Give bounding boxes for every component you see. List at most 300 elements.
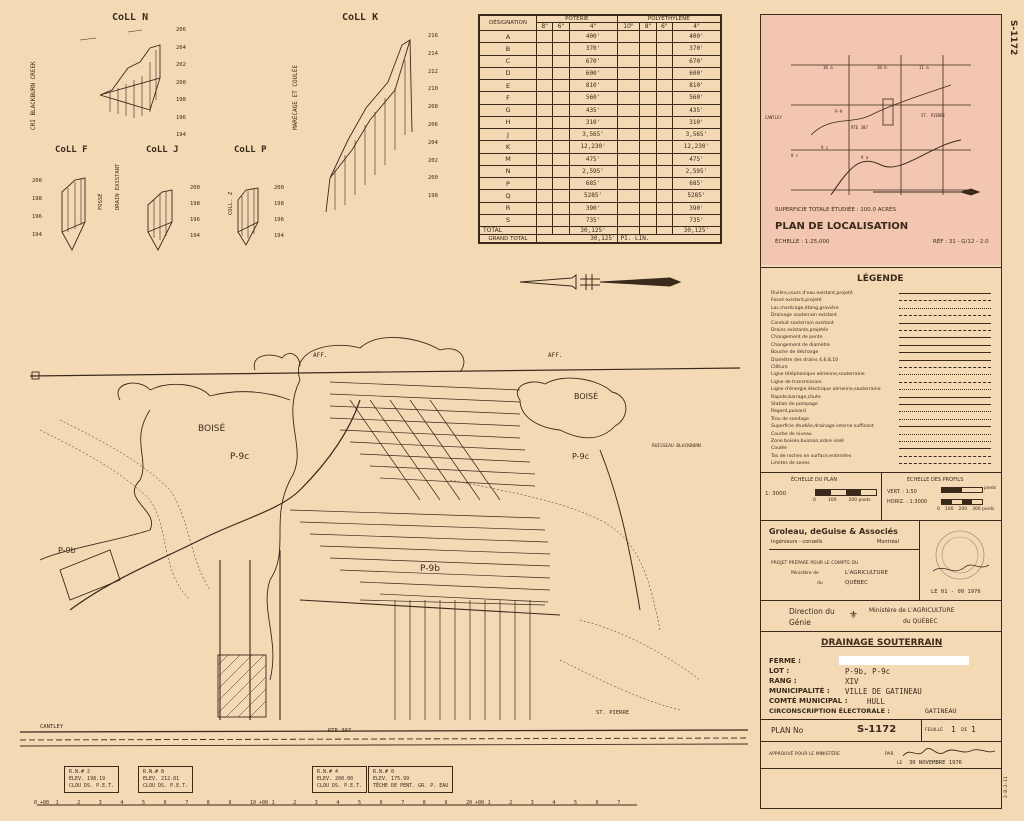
elevation-label: 198 <box>190 201 200 207</box>
table-row <box>480 104 721 116</box>
north-arrow-icon <box>510 270 690 294</box>
elevation-label: 210 <box>428 86 438 93</box>
elevation-label: 198 <box>176 97 186 103</box>
legend-item <box>771 297 993 304</box>
location-map-label: 11 a <box>919 65 929 70</box>
row-designation: E <box>480 80 537 92</box>
firm-projet: PROJET PRÉPARÉ POUR LE COMPTE DU <box>771 561 859 566</box>
legend-symbol-icon <box>899 308 991 310</box>
table-row <box>480 80 721 92</box>
chainage-label: 5 <box>574 800 578 806</box>
cell-poterie-4: 3,565' <box>569 129 617 141</box>
location-echelle: ÉCHELLE : 1:25,000 <box>775 239 830 245</box>
elevation-label: 204 <box>176 44 186 51</box>
table-row <box>480 141 721 153</box>
legend-symbol-icon <box>899 330 991 332</box>
table-row <box>480 214 721 226</box>
direction-right-1: Ministère de L'AGRICULTURE <box>869 607 955 614</box>
legend-item <box>771 438 993 445</box>
legend-item-label: Zone boisée,buisson,arbre isolé <box>771 439 845 444</box>
rang-value: XIV <box>845 677 859 686</box>
cell-poterie-4: 310' <box>569 116 617 128</box>
benchmark-elev: ELEV. 198.19 <box>69 776 106 782</box>
plan-number-section <box>761 719 1001 741</box>
label-p9b-2: P-9b <box>58 546 76 555</box>
cell-empty <box>617 67 640 79</box>
total-row <box>480 227 721 235</box>
rang-label: RANG : <box>769 677 797 685</box>
total-poterie-4: 30,125' <box>569 227 617 235</box>
legend-item <box>771 423 993 430</box>
elevation-label: 196 <box>190 217 200 223</box>
legend-item <box>771 364 993 371</box>
benchmark-id: R.N.# 0 <box>373 769 395 775</box>
label-rte-307: RTE 307 <box>328 728 352 734</box>
profile-scale-ticks <box>937 507 999 512</box>
grand-total-unit: PI. LIN. <box>617 235 720 243</box>
cell-poly-4: 435' <box>672 104 720 116</box>
cell-empty <box>537 153 553 165</box>
legend-item-label: Coulée <box>771 446 787 452</box>
firm-ministere: Ministère de <box>791 571 819 576</box>
chainage-label: 1 <box>55 800 59 806</box>
legend-item <box>771 408 993 415</box>
benchmark-id: R.N.# 2 <box>69 769 91 775</box>
chainage-label: 7 <box>185 800 189 806</box>
cell-empty <box>617 214 640 226</box>
cell-empty <box>553 43 569 55</box>
legend-symbol-icon <box>899 397 991 399</box>
legend-symbol-icon <box>899 382 991 384</box>
cell-empty <box>617 80 640 92</box>
legend-item-label: Rivière,cours d'eau existant,projeté <box>771 291 853 296</box>
cell-empty <box>617 43 640 55</box>
feuille-num: 1 <box>951 725 957 734</box>
row-designation: G <box>480 104 537 116</box>
cell-empty <box>656 43 672 55</box>
legend-item-label: Ligne téléphonique aérienne,souterraine <box>771 372 865 378</box>
direction-left-1: Direction du <box>789 607 835 616</box>
legend-symbol-icon <box>899 456 991 458</box>
legend-item-label: Limites de zones <box>771 461 810 467</box>
pipe-table-grid <box>479 15 721 243</box>
profile-scale-horiz: HORIZ. : 1:3000 <box>887 499 928 505</box>
cell-empty <box>537 214 553 226</box>
elevation-label: 200 <box>32 178 42 184</box>
legend-item-label: Clôture <box>771 365 788 370</box>
cell-poterie-4: 2,595' <box>569 165 617 177</box>
location-map-label: RTE 307 <box>851 125 868 130</box>
table-row <box>480 202 721 214</box>
cell-poly-4: 2,595' <box>672 165 720 177</box>
cell-empty <box>537 190 553 202</box>
elevation-label: 198 <box>428 193 438 200</box>
cell-poly-4: 810' <box>672 80 720 92</box>
legend-item <box>771 327 993 334</box>
cell-empty <box>656 31 672 43</box>
legend-symbol-icon <box>899 360 991 362</box>
row-designation: N <box>480 165 537 177</box>
chainage-label: 20 +00 <box>466 800 485 806</box>
elevation-label: 198 <box>32 196 42 202</box>
benchmark-box <box>368 766 453 793</box>
cell-poterie-4: 435' <box>569 104 617 116</box>
ferme-label: FERME : <box>769 657 801 665</box>
legend-symbol-icon <box>899 434 991 436</box>
feuille-total: 1 <box>971 725 977 734</box>
cell-empty <box>537 129 553 141</box>
label-aff-2: AFF. <box>548 352 563 359</box>
elevation-label: 216 <box>428 33 438 39</box>
par-label: PAR <box>885 752 894 757</box>
legend-item-label: Bouche de décharge <box>771 350 819 356</box>
benchmark-id: R.N.# 4 <box>317 769 339 775</box>
legend-item-label: Changement de diamètre <box>771 342 830 348</box>
direction-section <box>761 600 1001 631</box>
label-aff-1: AFF. <box>313 352 328 359</box>
profile-label-coll-z: COLL. Z <box>228 191 234 215</box>
cell-empty <box>537 104 553 116</box>
plan-scale-ticks <box>813 498 883 503</box>
scale-tick: 0 <box>937 507 940 512</box>
legend-section <box>761 267 1001 472</box>
row-designation: C <box>480 55 537 67</box>
cell-empty <box>617 104 640 116</box>
row-designation: B <box>480 43 537 55</box>
ferme-value-redacted <box>839 656 969 665</box>
total-label: TOTAL <box>480 227 537 235</box>
table-row <box>480 31 721 43</box>
cell-empty <box>553 92 569 104</box>
benchmark-desc: CLOU DS. P.E.T. <box>69 783 115 789</box>
legend-item <box>771 379 993 386</box>
chainage-label: 3 <box>98 800 102 806</box>
location-map <box>791 55 971 195</box>
legend-item-label: Trou de sondage <box>771 416 809 422</box>
le-label: LE <box>897 761 903 766</box>
legend-item <box>771 445 993 452</box>
location-title: PLAN DE LOCALISATION <box>775 221 909 232</box>
cell-empty <box>537 141 553 153</box>
cell-empty <box>656 116 672 128</box>
plan-no: S-1172 <box>857 724 897 735</box>
benchmark-box <box>312 766 367 793</box>
cell-empty <box>617 202 640 214</box>
chainage-label: 2 <box>293 800 297 806</box>
cell-empty <box>617 153 640 165</box>
spine-plan-number: S-1172 <box>1008 20 1018 56</box>
chainage-label: 9 <box>444 800 448 806</box>
comte-label: COMTÉ MUNICIPAL : <box>769 697 848 705</box>
header-size: 8" <box>640 23 656 31</box>
cell-empty <box>553 104 569 116</box>
elevation-label: 196 <box>176 114 186 121</box>
label-ruisseau: RUISSEAU BLACKBURN <box>652 444 701 449</box>
chainage-label: 10 +00 <box>250 800 269 806</box>
cell-poly-4: 600' <box>672 67 720 79</box>
location-superficie: SUPERFICIE TOTALE ÉTUDIÉE : 100.0 ACRES <box>775 207 897 213</box>
lot-value: P-9b, P-9c <box>845 667 891 676</box>
elevation-label: 214 <box>428 50 438 57</box>
legend-symbol-icon <box>899 448 991 450</box>
cell-poly-4: 735' <box>672 214 720 226</box>
benchmark-desc: TÊCHE DE PENT. GR. P. EAU <box>373 783 449 789</box>
legend-symbol-icon <box>899 315 991 317</box>
cell-poly-4: 310' <box>672 116 720 128</box>
chainage-label: 4 <box>120 800 124 806</box>
project-section <box>761 631 1001 719</box>
cell-empty <box>617 92 640 104</box>
cell-empty <box>640 153 656 165</box>
chainage-label: 7 <box>617 800 621 806</box>
elevation-label: 196 <box>32 214 42 220</box>
location-map-label: 8 c <box>791 153 799 158</box>
cell-empty <box>617 55 640 67</box>
approval-section <box>761 741 1001 809</box>
scale-tick: 100 <box>944 507 954 512</box>
cell-empty <box>640 80 656 92</box>
legend-item <box>771 416 993 423</box>
chainage-label: 3 <box>530 800 534 806</box>
legend-symbol-icon <box>899 463 991 465</box>
cell-empty <box>553 153 569 165</box>
cell-poly-4: 670' <box>672 55 720 67</box>
table-row <box>480 178 721 190</box>
benchmark-elev: ELEV. 212.81 <box>143 776 180 782</box>
cell-empty <box>553 214 569 226</box>
elevation-label: 212 <box>428 68 438 75</box>
cell-empty <box>656 55 672 67</box>
legend-item <box>771 386 993 393</box>
cell-empty <box>640 116 656 128</box>
chainage-label: 6 <box>379 800 383 806</box>
legend-item-label: Rapide,barrage,chute <box>771 394 821 400</box>
cell-poly-4: 5285' <box>672 190 720 202</box>
cell-empty <box>537 55 553 67</box>
legend-item <box>771 312 993 319</box>
chainage-label: 5 <box>358 800 362 806</box>
header-designation: DÉSIGNATION <box>480 16 537 31</box>
legend-item <box>771 394 993 401</box>
legend-item <box>771 334 993 341</box>
profile-label-marecage: MARÉCAGE ET COULÉE <box>292 64 299 130</box>
approuve-label: APPROUVÉ POUR LE MINISTÈRE <box>769 752 841 757</box>
legend-symbol-icon <box>899 389 991 391</box>
plan-scale-ratio: 1: 3000 <box>765 491 787 497</box>
cell-poly-4: 560' <box>672 92 720 104</box>
legend-symbol-icon <box>899 404 991 406</box>
elevation-label: 202 <box>176 62 186 68</box>
table-row <box>480 190 721 202</box>
profile-scale-pieds: pieds <box>984 486 997 491</box>
legend-item-label: Drainage souterrain existant <box>771 313 837 319</box>
grand-total-value: 30,125' <box>537 235 618 243</box>
project-title: DRAINAGE SOUTERRAIN <box>821 638 943 648</box>
legend-item-label: Fossé existant,projeté <box>771 298 822 304</box>
firm-section <box>761 520 1001 600</box>
plan-no-label: PLAN No <box>771 726 804 735</box>
elevation-label: 206 <box>428 121 438 128</box>
location-map-label: P-9 <box>835 109 843 114</box>
firm-du: du <box>817 581 823 586</box>
cell-poterie-4: 600' <box>569 67 617 79</box>
label-cantley: CANTLEY <box>40 724 64 730</box>
firm-name: Groleau, deGuise & Associés <box>769 527 898 536</box>
row-designation: A <box>480 31 537 43</box>
legend-item-label: Tas de roches en surface,enterrées <box>771 453 852 459</box>
elevation-label: 194 <box>176 132 186 138</box>
cell-empty <box>617 129 640 141</box>
title-block <box>760 14 1002 809</box>
cell-empty <box>656 190 672 202</box>
cell-poly-4: 3,565' <box>672 129 720 141</box>
row-designation: H <box>480 116 537 128</box>
elevation-label: 204 <box>428 139 438 146</box>
legend-item <box>771 401 993 408</box>
cell-empty <box>553 80 569 92</box>
label-st-pierre: ST. PIERRE <box>596 710 630 716</box>
legend-title: LÉGENDE <box>857 274 904 284</box>
cell-empty <box>553 129 569 141</box>
cell-poterie-4: 735' <box>569 214 617 226</box>
legend-item-label: Superficie étudiée,drainage interne suffisant <box>771 424 874 430</box>
header-polyethylene: POLYÉTHYLÈNE <box>617 16 720 23</box>
chainage-label: 4 <box>336 800 340 806</box>
header-size: 6" <box>553 23 569 31</box>
legend-item <box>771 290 993 297</box>
row-designation: M <box>480 153 537 165</box>
profile-label-fosse: FOSSÉ <box>98 193 104 210</box>
location-map-label: 9 c <box>821 145 829 150</box>
direction-left-2: Génie <box>789 618 811 627</box>
location-ref: RÉF : 31 - G/12 - 2.0 <box>933 239 989 245</box>
cell-empty <box>537 92 553 104</box>
legend-symbol-icon <box>899 293 991 295</box>
cell-poterie-4: 12,230' <box>569 141 617 153</box>
legend-symbol-icon <box>899 345 991 347</box>
cell-empty <box>640 178 656 190</box>
legend-symbol-icon <box>899 337 991 339</box>
circ-label: CIRCONSCRIPTION ÉLECTORALE : <box>769 707 890 715</box>
cell-empty <box>553 190 569 202</box>
header-size: 8" <box>537 23 553 31</box>
cell-empty <box>617 141 640 153</box>
chainage-label: 5 <box>142 800 146 806</box>
cell-empty <box>640 104 656 116</box>
cell-empty <box>640 92 656 104</box>
cell-empty <box>553 202 569 214</box>
cell-empty <box>640 141 656 153</box>
profile-label-blackburn: CRI BLACKBURN CREEK <box>30 61 37 130</box>
cell-empty <box>640 43 656 55</box>
legend-symbol-icon <box>899 352 991 354</box>
feuille-label: FEUILLE <box>925 728 943 733</box>
legend-item <box>771 371 993 378</box>
legend-item-label: Lac,marécage,étang,gravière <box>771 305 839 311</box>
cell-poterie-4: 370' <box>569 43 617 55</box>
cell-poterie-4: 5285' <box>569 190 617 202</box>
legend-item-label: Regard,puisard <box>771 409 806 415</box>
municipalite-label: MUNICIPALITÉ : <box>769 687 830 695</box>
cell-poterie-4: 475' <box>569 153 617 165</box>
firm-quebec: QUÉBEC <box>845 580 868 586</box>
pipe-table-body <box>480 31 721 227</box>
profile-title-coll-p: CoLL P <box>234 145 267 155</box>
cell-empty <box>537 80 553 92</box>
chainage-label: 6 <box>163 800 167 806</box>
elevation-label: 200 <box>190 185 200 191</box>
de-label: DE <box>961 728 968 733</box>
cell-empty <box>640 202 656 214</box>
scales-section <box>761 472 1001 520</box>
cell-empty <box>537 67 553 79</box>
elevation-label: 202 <box>428 157 438 164</box>
cell-empty <box>537 31 553 43</box>
elevation-label: 208 <box>428 104 438 111</box>
cell-poterie-4: 810' <box>569 80 617 92</box>
cell-poterie-4: 560' <box>569 92 617 104</box>
table-row <box>480 92 721 104</box>
legend-symbol-icon <box>899 367 991 369</box>
legend-item-label: Drains existants,projetés <box>771 328 829 333</box>
cell-poly-4: 475' <box>672 153 720 165</box>
location-map-label: 10 b <box>877 65 887 70</box>
cell-poly-4: 390' <box>672 202 720 214</box>
benchmark-box <box>138 766 193 793</box>
firm-sub: Ingénieurs - conseils <box>771 539 823 545</box>
elevation-label: 206 <box>176 27 186 33</box>
profile-scale-vert: VERT. : 1:50 <box>887 489 917 495</box>
chainage-label: 7 <box>401 800 405 806</box>
legend-item-label: Station de pompage <box>771 402 818 407</box>
cell-empty <box>553 116 569 128</box>
municipalite-value: VILLE DE GATINEAU <box>845 687 922 696</box>
benchmark-elev: ELEV. 175.99 <box>373 776 410 782</box>
profile-title-coll-n: CoLL N <box>112 12 149 23</box>
cell-empty <box>656 80 672 92</box>
location-map-label: 10 a <box>823 65 833 70</box>
cell-empty <box>656 129 672 141</box>
fleur-de-lis-icon: ⚜ <box>849 610 858 621</box>
benchmark-elev: ELEV. 200.00 <box>317 776 354 782</box>
cell-empty <box>640 190 656 202</box>
benchmark-desc: CLOU DS. P.E.T. <box>143 783 189 789</box>
row-designation: S <box>480 214 537 226</box>
engineer-seal-icon <box>927 527 993 583</box>
elevation-label: 200 <box>176 79 186 86</box>
table-row <box>480 55 721 67</box>
cell-poly-4: 370' <box>672 43 720 55</box>
approval-date: 30 NOVEMBRE 1976 <box>909 760 962 766</box>
cell-empty <box>640 165 656 177</box>
row-designation: P <box>480 178 537 190</box>
benchmark-desc: CLOU DS. P.E.T. <box>317 783 363 789</box>
grand-total-row <box>480 235 721 243</box>
profile-title-coll-j: CoLL J <box>146 145 179 155</box>
benchmark-box <box>64 766 119 793</box>
legend-symbol-icon <box>899 441 991 443</box>
header-size: 6" <box>656 23 672 31</box>
firm-agri: L'AGRICULTURE <box>845 570 888 576</box>
row-designation: D <box>480 67 537 79</box>
elevation-label: 194 <box>274 233 284 239</box>
legend-item <box>771 460 993 467</box>
site-plan <box>0 300 760 760</box>
chainage-label: 4 <box>552 800 556 806</box>
table-row <box>480 116 721 128</box>
label-p9b-1: P-9b <box>420 564 440 574</box>
chainage-label: 1 <box>271 800 275 806</box>
